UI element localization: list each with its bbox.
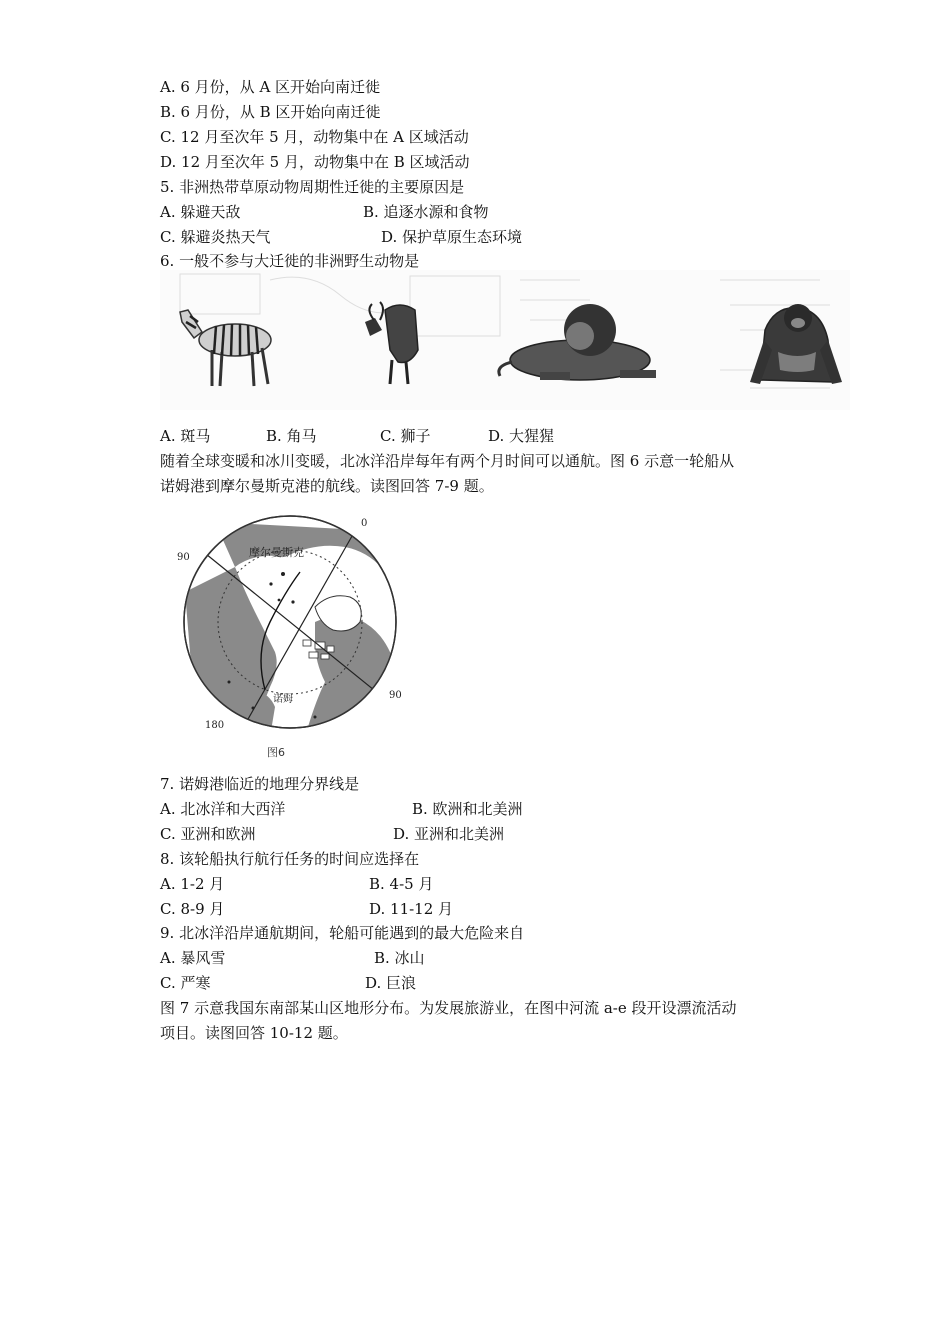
port-murmansk-label: 摩尔曼斯克 (249, 546, 304, 559)
figure-6-polar-map (175, 512, 415, 762)
q8-stem: 8. 该轮船执行航行任务的时间应选择在 (160, 850, 420, 868)
q6-option-d: D. 大猩猩 (488, 427, 555, 445)
q7-option-c: C. 亚洲和欧洲 (160, 825, 256, 843)
q9-option-d: D. 巨浪 (365, 974, 417, 992)
q8-option-c: C. 8-9 月 (160, 900, 225, 918)
q7-option-b: B. 欧洲和北美洲 (412, 800, 523, 818)
q5-option-a: A. 躲避天敌 (160, 203, 241, 221)
q7-option-d: D. 亚洲和北美洲 (393, 825, 505, 843)
figure-6-caption: 图6 (267, 746, 285, 759)
q7-option-a: A. 北冰洋和大西洋 (160, 800, 286, 818)
q9-option-a: A. 暴风雪 (160, 949, 226, 967)
q6-option-b: B. 角马 (266, 427, 317, 445)
label-90-right: 90 (389, 690, 402, 701)
q9-option-b: B. 冰山 (374, 949, 425, 967)
q4-option-a: A. 6 月份，从 A 区开始向南迁徙 (160, 78, 381, 96)
q9-stem: 9. 北冰洋沿岸通航期间，轮船可能遇到的最大危险来自 (160, 924, 525, 942)
passage-10-12-line2: 项目。读图回答 10-12 题。 (160, 1024, 348, 1042)
animal-photo-strip (160, 270, 850, 410)
q7-stem: 7. 诺姆港临近的地理分界线是 (160, 775, 360, 793)
passage-7-9-line2: 诺姆港到摩尔曼斯克港的航线。读图回答 7-9 题。 (160, 477, 494, 495)
q5-option-b: B. 追逐水源和食物 (363, 203, 489, 221)
passage-7-9-line1: 随着全球变暖和冰川变暖，北冰洋沿岸每年有两个月时间可以通航。图 6 示意一轮船从 (160, 452, 735, 470)
q5-option-c: C. 躲避炎热天气 (160, 228, 271, 246)
label-180: 180 (205, 720, 225, 731)
q4-option-d: D. 12 月至次年 5 月，动物集中在 B 区域活动 (160, 153, 470, 171)
q8-option-a: A. 1-2 月 (160, 875, 225, 893)
q6-stem: 6. 一般不参与大迁徙的非洲野生动物是 (160, 252, 420, 270)
q8-option-b: B. 4-5 月 (369, 875, 434, 893)
q4-option-c: C. 12 月至次年 5 月，动物集中在 A 区域活动 (160, 128, 469, 146)
q6-option-a: A. 斑马 (160, 427, 211, 445)
q8-option-d: D. 11-12 月 (369, 900, 454, 918)
q9-option-c: C. 严寒 (160, 974, 211, 992)
passage-10-12-line1: 图 7 示意我国东南部某山区地形分布。为发展旅游业，在图中河流 a-e 段开设漂流活动 (160, 999, 737, 1017)
q5-stem: 5. 非洲热带草原动物周期性迁徙的主要原因是 (160, 178, 465, 196)
q5-option-d: D. 保护草原生态环境 (381, 228, 523, 246)
label-0: 0 (361, 518, 368, 529)
q6-option-c: C. 狮子 (380, 427, 431, 445)
label-90-left: 90 (177, 552, 190, 563)
port-nome-label: 诺姆 (273, 694, 293, 705)
q4-option-b: B. 6 月份，从 B 区开始向南迁徙 (160, 103, 381, 121)
